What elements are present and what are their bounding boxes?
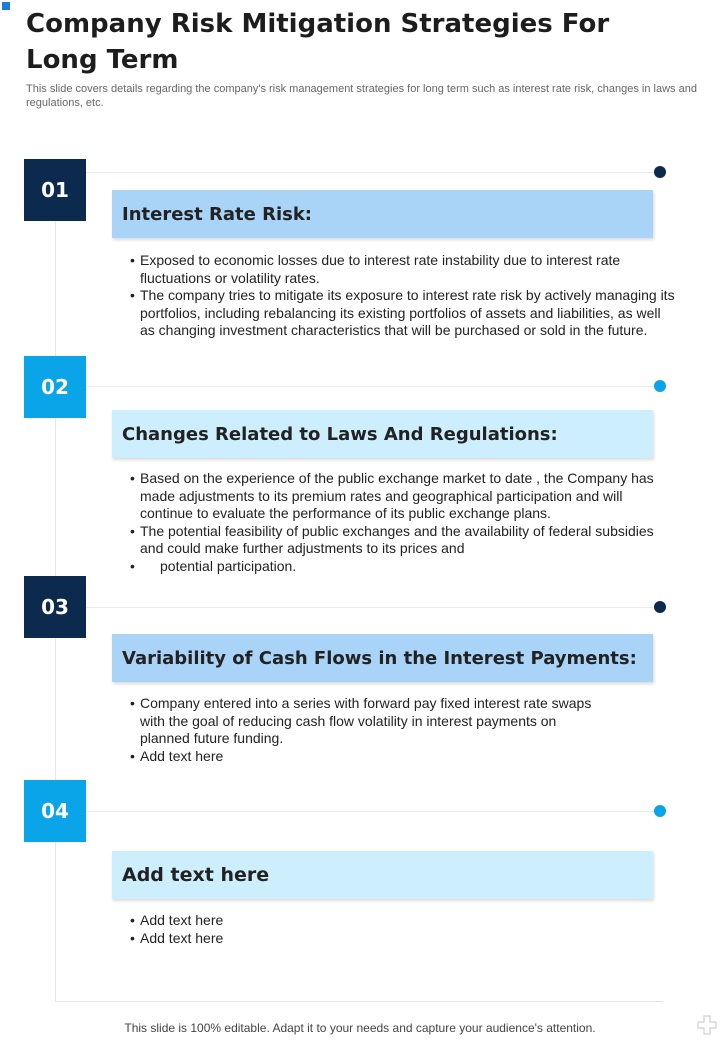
- section-dot: [654, 166, 666, 178]
- bullet-item: • Based on the experience of the public exchange market to date , the Company has made adjustments to its premium rates and geographical participation and will continue to evaluate the performance of its public exchange plans.: [130, 470, 675, 523]
- corner-accent: [2, 2, 10, 10]
- section-dot: [654, 805, 666, 817]
- section-heading-bar: [112, 851, 653, 899]
- bullet-item: • Company entered into a series with forward pay fixed interest rate swaps with the goal of reducing cash flow volatility in interest payments on planned future funding.: [130, 695, 600, 748]
- section-heading-bar: [112, 190, 653, 238]
- section-bullet-list: [130, 252, 675, 340]
- bullet-item: • Add text here: [130, 748, 600, 766]
- section-divider: [86, 607, 660, 608]
- section-bullet-list: [130, 470, 675, 576]
- section-heading: Add text here: [122, 864, 270, 886]
- section-heading-bar: [112, 634, 653, 682]
- section-divider: [86, 172, 660, 173]
- section-heading: Interest Rate Risk:: [122, 203, 312, 225]
- section-heading-bar: [112, 410, 653, 458]
- section-number-badge: 04: [24, 780, 86, 842]
- section-number-badge: 02: [24, 356, 86, 418]
- plus-icon: [696, 1014, 718, 1036]
- section-heading: Changes Related to Laws And Regulations:: [122, 423, 558, 445]
- section-bullet-list: [130, 695, 600, 765]
- section-number-badge: 03: [24, 576, 86, 638]
- section-heading: Variability of Cash Flows in the Interest Payments:: [122, 647, 637, 669]
- section-dot: [654, 380, 666, 392]
- bullet-item: • The potential feasibility of public exchanges and the availability of federal subsidies and could make further adjustments to its prices and: [130, 523, 675, 558]
- section-bullet-list: [130, 912, 675, 947]
- bullet-item: • potential participation.: [130, 558, 675, 576]
- section-divider: [86, 386, 660, 387]
- frame-bottom-line: [55, 1001, 663, 1002]
- section-dot: [654, 601, 666, 613]
- bullet-item: • The company tries to mitigate its exposure to interest rate risk by actively managing its portfolios, including rebalancing its existing portfolios of assets and liabilities, as well as changing investment characteristics that will be purchased or sold in the future.: [130, 287, 675, 340]
- bullet-item: • Add text here: [130, 930, 675, 948]
- bullet-item: • Add text here: [130, 912, 675, 930]
- section-number-badge: 01: [24, 159, 86, 221]
- page-subtitle: This slide covers details regarding the company's risk management strategies for long term such as interest rate risk, changes in laws and regulations, etc.: [26, 83, 697, 109]
- section-divider: [86, 811, 660, 812]
- page-title: Company Risk Mitigation Strategies For Long Term: [26, 9, 610, 75]
- footer-note: This slide is 100% editable. Adapt it to your needs and capture your audience's attention.: [124, 1021, 596, 1035]
- bullet-item: • Exposed to economic losses due to interest rate instability due to interest rate fluctuations or volatility rates.: [130, 252, 675, 287]
